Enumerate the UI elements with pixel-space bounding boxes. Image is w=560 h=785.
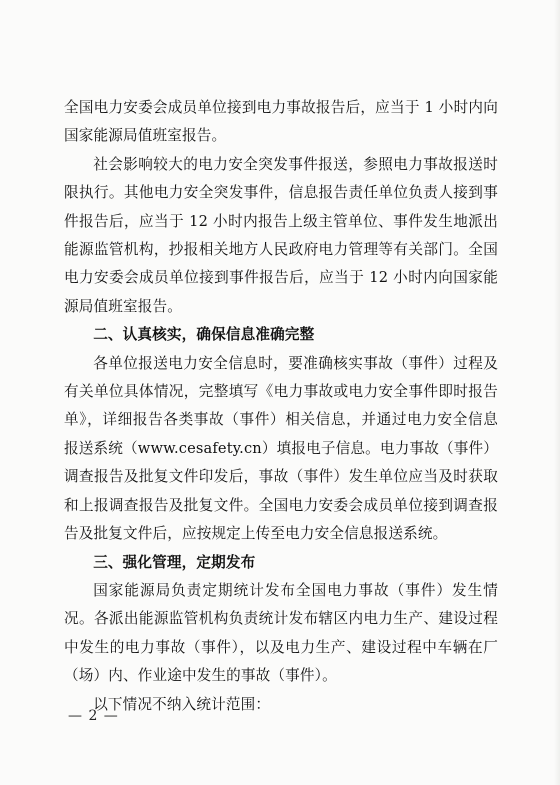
page-edge-shadow	[554, 0, 560, 785]
paragraph-verify-details: 各单位报送电力安全信息时，要准确核实事故（事件）过程及有关单位具体情况，完整填写《电力事故或电力安全事件即时报告单》，详细报告各类事故（事件）相关信息，并通过电力安全信息报送系统（www.cesafety.cn）填报电子信息。电力事故（事件）调查报告及批复文件印发后，事故（事件）发生单位应当及时获取和上报调查报告及批复文件。全国电力安委会成员单位接到调查报告及批复文件后，应按规定上传至电力安全信息报送系统。	[64, 354, 498, 543]
paragraph-statistics-release: 国家能源局负责定期统计发布全国电力事故（事件）发生情况。各派出能源监管机构负责统计发布辖区内电力生产、建设过程中发生的电力事故（事件），以及电力生产、建设过程中车辆在厂（场）内、作业途中发生的事故（事件）。	[64, 581, 498, 685]
section-heading-verify-info: 二、认真核实，确保信息准确完整	[93, 326, 315, 344]
paragraph-social-impact-events: 社会影响较大的电力安全突发事件报送，参照电力事故报送时限执行。其他电力安全突发事件，信息报告责任单位负责人接到事件报告后，应当于 12 小时内报告上级主管单位、事件发生地派出能源监管机构，抄报相关地方人民政府电力管理等有关部门。全国电力安委会成员单位接到事件报告后，应当于 12 小时内向国家能源局值班室报告。	[64, 155, 498, 315]
paragraph-exclusions-intro: 以下情况不纳入统计范围：	[93, 695, 271, 713]
paragraph-report-deadline: 全国电力安委会成员单位接到电力事故报告后，应当于 1 小时内向国家能源局值班室报告。	[64, 99, 498, 145]
page-number: — 2 —	[68, 708, 119, 724]
section-heading-management-release: 三、强化管理，定期发布	[93, 553, 256, 571]
document-body	[64, 94, 498, 719]
